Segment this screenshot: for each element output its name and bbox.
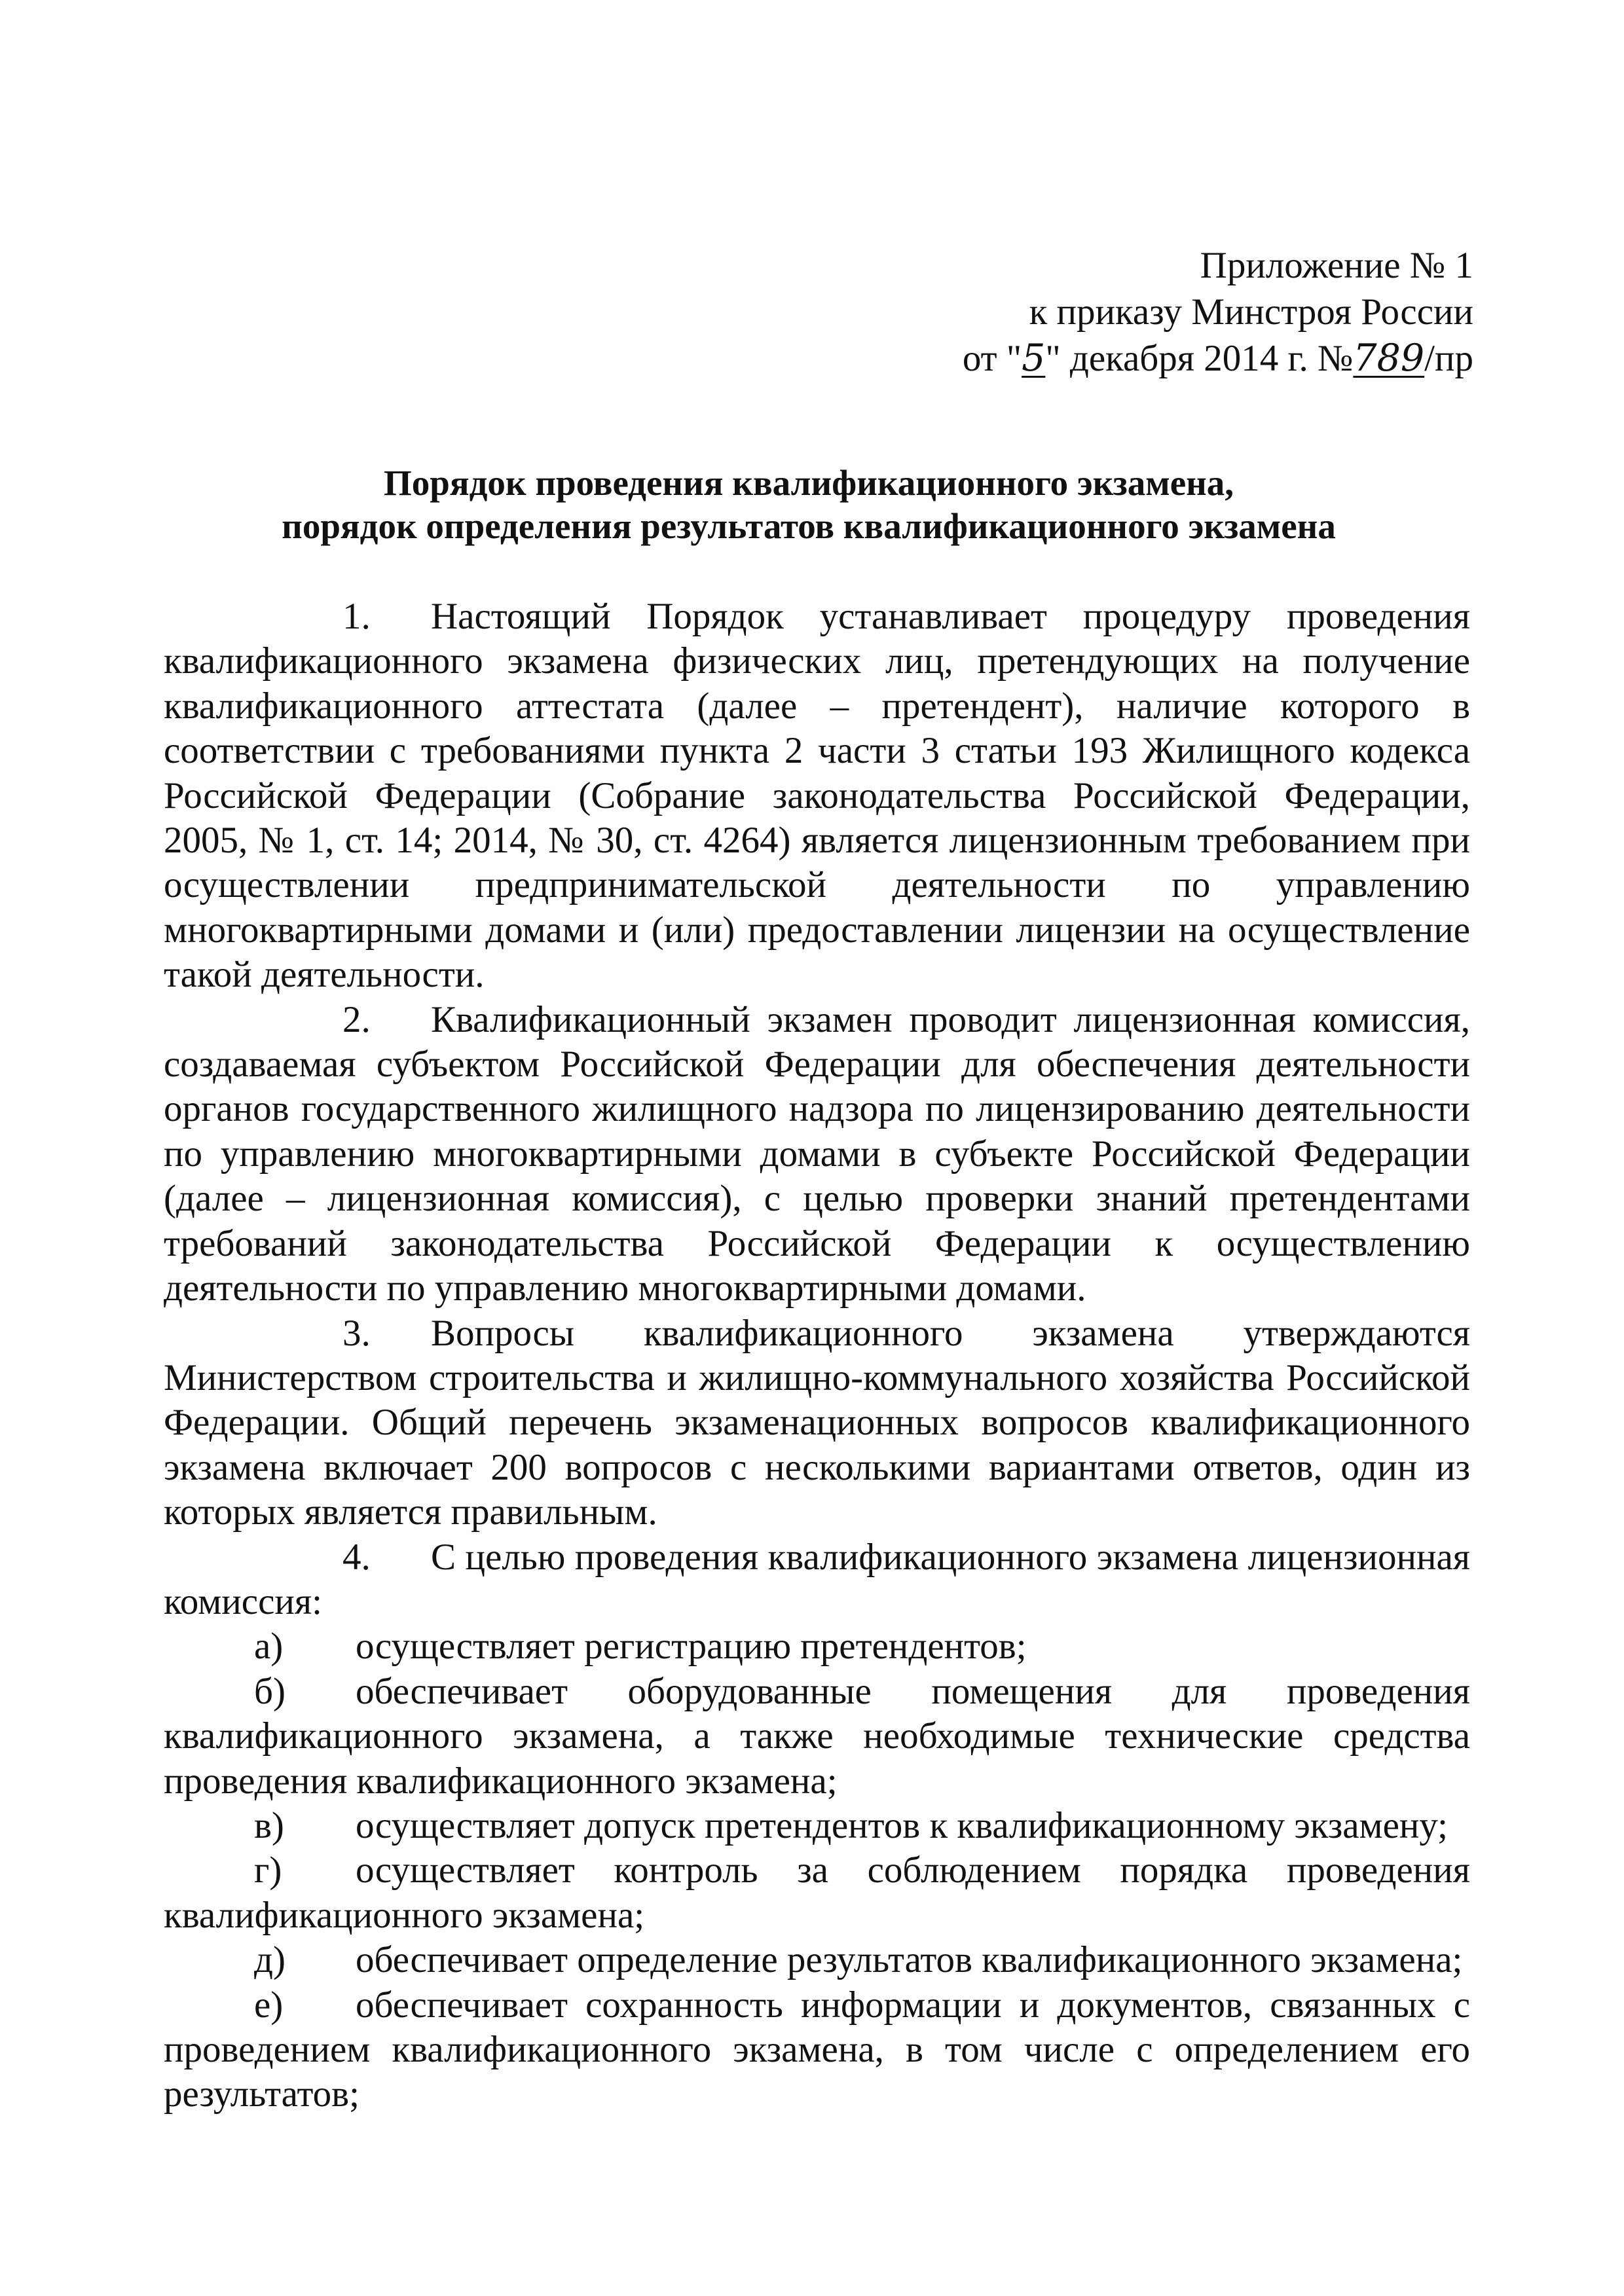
paragraph-number: 3. (342, 1312, 371, 1354)
list-item-label: д) (254, 1939, 286, 1981)
paragraph-text: Квалификационный экзамен проводит лицензионная комиссия, создаваемая субъектом Российской Федерации для обеспечения деятельности органов государственного жилищного надзора по лицензированию деятельности по управлению многоквартирными домами в субъекте Российской Федерации (далее – лицензионная комиссия), с целью проверки знаний претендентами требований законодательства Российской Федерации к осуществлению деятельности по управлению многоквартирными домами. (164, 998, 1470, 1309)
handwritten-order-number: 789 (1353, 337, 1425, 380)
title-line-2: порядок определения результатов квалификационного экзамена (282, 506, 1336, 546)
list-item-label: г) (254, 1850, 282, 1891)
list-item-text: осуществляет регистрацию претендентов; (356, 1626, 1027, 1667)
paragraph-3 (164, 1311, 1470, 1535)
annex-title: Приложение № 1 (1200, 245, 1473, 286)
paragraph-number: 2. (342, 998, 371, 1040)
document-body (164, 594, 1470, 2117)
list-item-text: осуществляет допуск претендентов к квалификационному экзамену; (356, 1804, 1449, 1846)
title-line-1: Порядок проведения квалификационного экзамена, (383, 463, 1234, 503)
paragraph-number: 4. (342, 1536, 371, 1578)
paragraph-text: Настоящий Порядок устанавливает процедуру проведения квалификационного экзамена физических лиц, претендующих на получение квалификационного аттестата (далее – претендент), наличие которого в соответствии с требованиями пункта 2 части 3 статьи 193 Жилищного кодекса Российской Федерации (Собрание законодательства Российской Федерации, 2005, № 1, ст. 14; 2014, № 30, ст. 4264) является лицензионным требованием при осуществлении предпринимательской деятельности по управлению многоквартирными домами и (или) предоставлении лицензии на осуществление такой деятельности. (164, 596, 1470, 996)
list-item-v (164, 1804, 1470, 1848)
list-item-label: е) (254, 1984, 284, 2026)
list-item-text: осуществляет контроль за соблюдением порядка проведения квалификационного экзамена; (164, 1850, 1470, 1936)
list-item-d (164, 1938, 1470, 1982)
paragraph-text: Вопросы квалификационного экзамена утверждаются Министерством строительства и жилищно-коммунального хозяйства Российской Федерации. Общий перечень экзаменационных вопросов квалификационного экзамена включает 200 вопросов с несколькими вариантами ответов, один из которых является правильным. (164, 1312, 1470, 1533)
paragraph-number: 1. (342, 596, 371, 637)
list-item-b (164, 1669, 1470, 1804)
annex-order-date (963, 335, 1473, 382)
date-middle: " декабря 2014 г. № (1045, 338, 1354, 379)
order-number-suffix: /пр (1424, 338, 1473, 379)
annex-order-reference: к приказу Минстроя России (1029, 291, 1473, 333)
handwritten-day: 5 (1022, 337, 1046, 380)
annex-header (963, 242, 1473, 382)
paragraph-2 (164, 998, 1470, 1311)
list-item-text: обеспечивает оборудованные помещения для проведения квалификационного экзамена, а также необходимые технические средства проведения квалификационного экзамена; (164, 1670, 1470, 1802)
list-item-label: а) (254, 1626, 284, 1667)
paragraph-4 (164, 1535, 1470, 1625)
list-item-text: обеспечивает определение результатов квалификационного экзамена; (356, 1939, 1463, 1981)
date-prefix: от " (962, 338, 1022, 379)
list-item-a (164, 1624, 1470, 1669)
list-item-text: обеспечивает сохранность информации и документов, связанных с проведением квалификационного экзамена, в том числе с определением его результатов; (164, 1984, 1470, 2115)
paragraph-text: С целью проведения квалификационного экзамена лицензионная комиссия: (164, 1536, 1470, 1622)
list-item-label: в) (254, 1804, 284, 1846)
document-title (164, 462, 1454, 548)
list-item-e (164, 1983, 1470, 2117)
paragraph-1 (164, 594, 1470, 998)
list-item-g (164, 1848, 1470, 1938)
list-item-label: б) (254, 1670, 286, 1712)
